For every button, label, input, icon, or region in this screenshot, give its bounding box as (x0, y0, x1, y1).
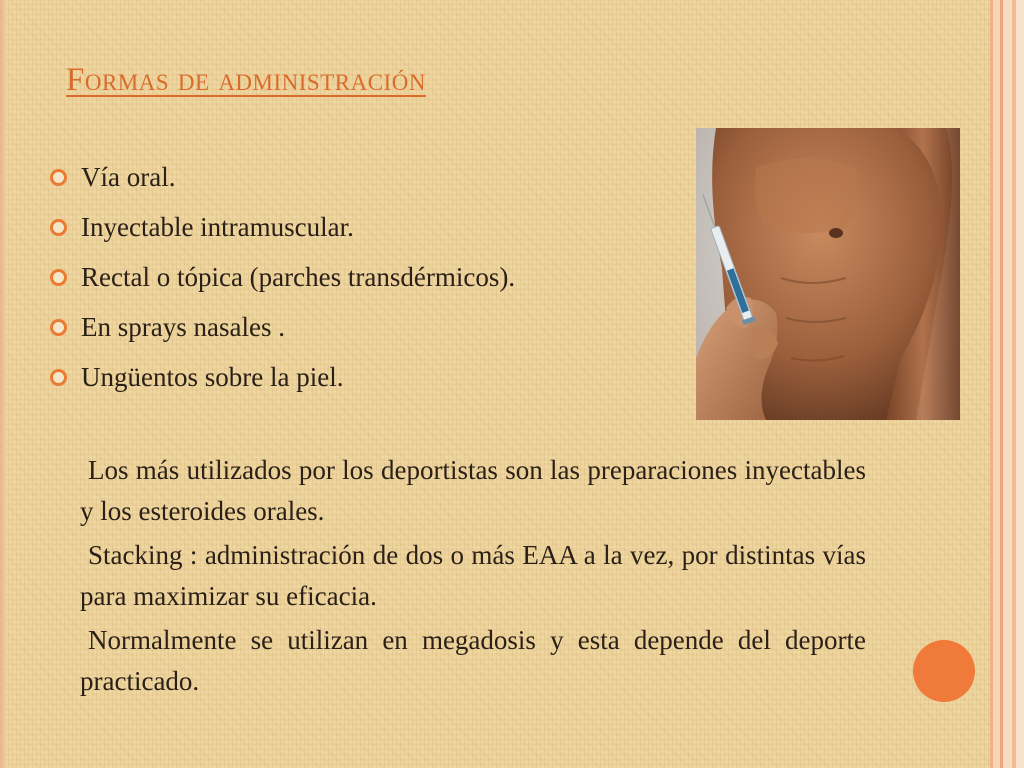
paragraph: Normalmente se utilizan en megadosis y esta depende del deporte practicado. (80, 625, 866, 696)
bullet-item (50, 152, 515, 202)
bullet-item (50, 252, 515, 302)
bullet-text: Rectal o tópica (parches transdérmicos). (81, 262, 516, 292)
circle-bullet-icon (50, 169, 67, 186)
paragraph: Los más utilizados por los deportistas son las preparaciones inyectables y los esteroides orales. (80, 455, 866, 526)
bullet-text: Ungüentos sobre la piel. (81, 362, 344, 392)
right-decorative-border (986, 0, 1024, 768)
paragraph: Stacking : administración de dos o más EAA a la vez, por distintas vías para maximizar su eficacia. (80, 540, 866, 611)
circle-bullet-icon (50, 269, 67, 286)
body-paragraphs (80, 450, 866, 705)
bullet-item (50, 352, 515, 402)
decorative-circle-icon (913, 640, 975, 702)
bullet-item (50, 202, 515, 252)
bullet-item (50, 302, 515, 352)
syringe-injection-photo-icon (696, 128, 960, 420)
circle-bullet-icon (50, 369, 67, 386)
bullet-text: Vía oral. (81, 162, 176, 192)
bullet-list (50, 152, 515, 402)
circle-bullet-icon (50, 219, 67, 236)
circle-bullet-icon (50, 319, 67, 336)
slide-title: Formas de administración (66, 62, 426, 98)
bullet-text: Inyectable intramuscular. (81, 212, 354, 242)
left-decorative-border (0, 0, 6, 768)
bullet-text: En sprays nasales . (81, 312, 285, 342)
